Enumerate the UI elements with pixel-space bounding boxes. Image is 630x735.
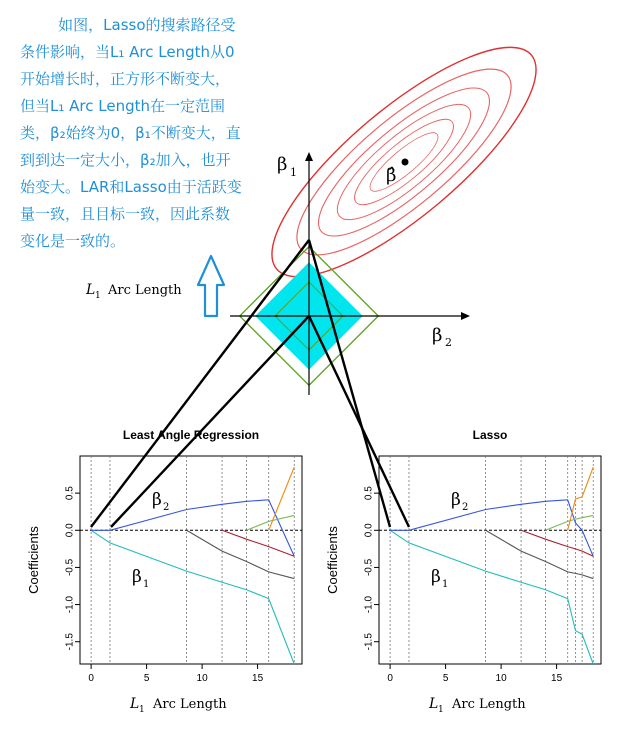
connector-lasso-kink (309, 316, 409, 527)
y-tick-label-0: -1.5 (363, 633, 375, 651)
top-diagram (85, 14, 566, 395)
l1-label-var: L (86, 282, 96, 298)
x-tick-label-1: 5 (442, 673, 449, 684)
beta2-axis-arrow-icon (461, 312, 470, 320)
y-tick-label-1: -1.0 (363, 595, 375, 614)
beta2-axis-sub: 2 (445, 336, 452, 349)
lasso-chart (325, 428, 601, 715)
x-tick-label-2: 10 (495, 673, 507, 684)
x-axis-label-rest: Arc Length (452, 697, 526, 712)
y-axis-label: Coefficients (325, 526, 340, 594)
coef-path-0 (390, 530, 593, 664)
beta1-axis-arrow-icon (305, 152, 313, 161)
x-axis-label-var: L (130, 696, 140, 712)
up-arrow-icon (198, 256, 224, 316)
y-tick-label-3: 0.0 (363, 523, 375, 538)
y-tick-label-4: 0.5 (363, 486, 375, 501)
beta1-path-label: β (431, 567, 441, 587)
x-tick-label-3: 15 (252, 673, 264, 684)
x-axis-label-var: L (429, 696, 439, 712)
beta2-path-sub: 2 (462, 502, 469, 513)
x-axis-label-sub: 1 (438, 705, 444, 715)
beta2-path-label: β (451, 490, 461, 510)
connector-lar-kink (111, 316, 309, 527)
x-tick-label-2: 10 (196, 673, 208, 684)
coef-path-4 (247, 515, 295, 530)
y-tick-label-2: -0.5 (64, 558, 76, 577)
x-tick-label-3: 15 (551, 673, 563, 684)
beta2-path-label: β (152, 490, 162, 510)
beta1-axis-label: β (277, 154, 288, 175)
y-tick-label-1: -1.0 (64, 595, 76, 614)
annotation-text: 如图，Lasso的搜索路径受条件影响，当L₁ Arc Length从0开始增长时，正方形不断变大，但当L₁ Arc Length在一定范围类，β₂始终为0，β₁不断变大，直到到达一定大小，β₂加入，也开始变大。LAR和Lasso由于活跃变量一致，且目标一致，因此系数变化是一致的。 (20, 16, 242, 250)
ols-estimate-point (402, 159, 409, 166)
coef-path-0 (91, 530, 294, 664)
y-tick-label-2: -0.5 (363, 558, 375, 577)
beta1-path-label: β (132, 567, 142, 587)
y-tick-label-3: 0.0 (64, 523, 76, 538)
x-tick-label-0: 0 (88, 673, 94, 684)
beta1-path-sub: 1 (143, 579, 150, 590)
x-axis-label-rest: Arc Length (153, 697, 227, 712)
l1-label-rest: Arc Length (108, 283, 182, 298)
beta2-path-sub: 2 (163, 502, 170, 513)
coef-path-3 (222, 530, 294, 556)
connector-lasso-start (309, 240, 390, 527)
l1-label-sub: 1 (95, 291, 101, 301)
coef-path-1 (390, 500, 593, 556)
chart-title: Least Angle Regression (122, 428, 260, 442)
beta2-axis-label: β (432, 325, 443, 346)
coef-path-5 (269, 467, 295, 530)
beta1-axis-sub: 1 (290, 166, 297, 179)
y-tick-label-4: 0.5 (64, 486, 76, 501)
chart-title: Lasso (472, 428, 508, 442)
x-axis-label-sub: 1 (139, 705, 145, 715)
y-tick-label-0: -1.5 (64, 633, 76, 651)
coef-path-1 (91, 500, 294, 556)
x-tick-label-0: 0 (387, 673, 393, 684)
y-axis-label: Coefficients (26, 526, 41, 594)
beta-hat-label: β̂ (386, 165, 397, 186)
x-tick-label-1: 5 (143, 673, 150, 684)
beta1-path-sub: 1 (442, 579, 449, 590)
